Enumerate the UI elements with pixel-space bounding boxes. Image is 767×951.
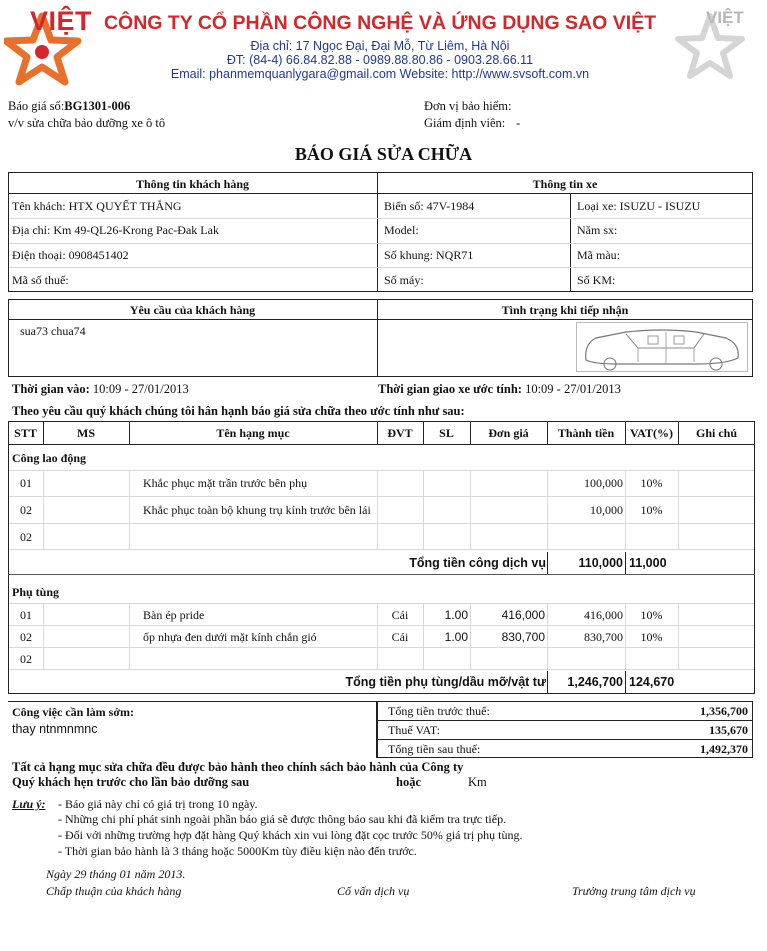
row-name: Bàn ép pride [143,608,205,622]
customer-tax-code: Mã số thuế: [12,273,69,287]
next-service-km: Km [468,775,487,789]
next-service-or: hoặc [396,775,421,789]
col-stt: STT [14,426,37,440]
col-note: Ghi chú [695,426,737,440]
next-service-text: Quý khách hẹn trước cho lần bảo dưỡng sau [12,775,250,789]
vehicle-km: Số KM: [577,273,616,287]
row-stt: 02 [20,530,32,544]
row-amount: 830,700 [584,630,623,644]
row-amount: 416,000 [584,608,623,622]
signature-manager: Trưởng trung tâm dịch vụ [572,884,696,898]
col-price: Đơn giá [488,426,529,440]
row-stt: 02 [20,503,32,517]
pre-tax-value: 1,356,700 [700,704,748,718]
status-header: Tình trạng khi tiếp nhận [501,303,629,317]
intro-text: Theo yêu cầu quý khách chúng tôi hân hạnh báo giá sửa chữa theo ước tính như sau: [12,404,465,418]
quote-number-label: Báo giá số: [8,99,65,113]
notes-label: Lưu ý: [12,797,46,811]
customer-phone: Điện thoại: 0908451402 [12,248,129,262]
request-header: Yêu cầu của khách hàng [129,303,256,317]
time-in [12,382,189,397]
row-unit: Cái [391,608,409,622]
insurer-label: Đơn vị bảo hiểm: [424,99,512,113]
after-tax-label: Tổng tiền sau thuế: [388,742,481,756]
row-stt: 01 [20,608,32,622]
row-vat: 10% [640,608,663,622]
todo-label: Công việc cần làm sớm: [12,705,134,719]
row-price: 830,700 [501,630,545,644]
col-vat: VAT(%) [630,426,673,440]
note-item: - Đối với những trường hợp đặt hàng Quý khách xin vui lòng đặt cọc trước 50% giá trị phụ tùng. [58,828,523,842]
watermark-text: VIỆT [706,8,744,27]
time-in-label: Thời gian vào: [12,382,90,396]
note-item: - Báo giá này chỉ có giá trị trong 10 ngày. [58,797,258,811]
vat-value: 135,670 [709,723,748,737]
row-amount: 10,000 [590,503,623,517]
row-name: Khắc phục mặt trần trước bên phụ [143,476,308,490]
company-address: Địa chỉ: 17 Ngọc Đại, Đại Mỗ, Từ Liêm, Hà Nội [250,39,510,53]
col-qty: SL [439,426,454,440]
parts-total: 1,246,700 [567,675,623,689]
col-unit: ĐVT [387,426,413,440]
row-qty: 1.00 [444,630,468,644]
logo-text: VIỆT [30,6,93,36]
row-amount: 100,000 [584,476,623,490]
vat-label: Thuế VAT: [388,723,440,737]
pre-tax-label: Tổng tiền trước thuế: [388,704,490,718]
time-out [378,382,621,397]
parts-vat-total: 124,670 [629,675,675,689]
car-outline-icon [576,322,748,372]
quote-number-value: BG1301-006 [64,99,131,113]
parts-section-title: Phụ tùng [12,585,60,599]
signature-customer: Chấp thuận của khách hàng [46,884,182,898]
quote-subject: v/v sửa chữa bảo dưỡng xe ô tô [8,116,166,130]
customer-name: Tên khách: HTX QUYẾT THẮNG [12,199,182,213]
row-name: Khắc phục toàn bộ khung trụ kính trước bên lái [143,503,371,517]
time-out-label: Thời gian giao xe ước tính: [378,382,522,396]
vehicle-engine: Số máy: [384,273,424,287]
time-in-value: 10:09 - 27/01/2013 [92,382,189,396]
vehicle-year: Năm sx: [577,223,618,237]
vehicle-info-header: Thông tin xe [532,177,598,191]
labor-section-title: Công lao động [12,451,87,465]
row-stt: 02 [20,630,32,644]
note-item: - Thời gian bảo hành là 3 tháng hoặc 5000Km tùy điều kiện nào đến trước. [58,844,417,858]
request-text: sua73 chua74 [20,324,86,338]
vehicle-chassis: Số khung: NQR71 [384,248,474,262]
row-unit: Cái [391,630,409,644]
quote-number [8,99,130,114]
row-stt: 02 [20,652,32,666]
signature-advisor: Cố vấn dịch vụ [337,884,410,898]
vehicle-model: Model: [384,223,419,237]
assessor-label: Giám định viên: [424,116,506,130]
note-item: - Những chi phí phát sinh ngoài phần báo giá sẽ được thông báo sau khi đã kiểm tra trực tiếp. [58,812,507,826]
car-diagram-icon [576,322,748,372]
warranty-text: Tất cả hạng mục sửa chữa đều được bảo hành theo chính sách bảo hành của Công ty [12,760,464,774]
parts-total-label: Tổng tiền phụ tùng/dầu mỡ/vật tư [345,675,546,689]
row-vat: 10% [640,476,663,490]
page-title: BÁO GIÁ SỬA CHỮA [294,144,473,164]
row-stt: 01 [20,476,32,490]
company-email: Email: phanmemquanlygara@gmail.com Website: http://www.svsoft.com.vn [170,67,590,81]
labor-total-label: Tổng tiền công dịch vụ [409,556,546,570]
customer-info-header: Thông tin khách hàng [135,177,250,191]
col-ms: MS [77,426,95,440]
labor-vat-total: 11,000 [629,556,667,570]
vehicle-color: Mã màu: [577,248,620,262]
row-qty: 1.00 [444,608,468,622]
row-vat: 10% [640,503,663,517]
assessor-value: - [516,116,521,130]
company-name: CÔNG TY CỔ PHẦN CÔNG NGHỆ VÀ ỨNG DỤNG SAO VIỆT [103,12,657,34]
company-phone: ĐT: (84-4) 66.84.82.88 - 0989.88.80.86 - 0903.28.66.11 [226,53,534,67]
sign-date: Ngày 29 tháng 01 năm 2013. [46,867,186,881]
col-name: Tên hạng mục [216,426,290,440]
col-amount: Thành tiền [557,426,615,440]
after-tax-value: 1,492,370 [700,742,748,756]
row-vat: 10% [640,630,663,644]
row-name: ốp nhựa đen dưới mặt kính chắn gió [143,630,317,644]
vehicle-plate: Biển số: 47V-1984 [384,199,475,213]
vehicle-type: Loại xe: ISUZU - ISUZU [577,199,701,213]
labor-total: 110,000 [578,556,623,570]
customer-address: Địa chỉ: Km 49-QL26-Krong Pac-Đak Lak [12,223,219,237]
time-out-value: 10:09 - 27/01/2013 [525,382,621,396]
todo-text: thay ntnmnmnc [12,722,98,736]
row-price: 416,000 [501,608,545,622]
